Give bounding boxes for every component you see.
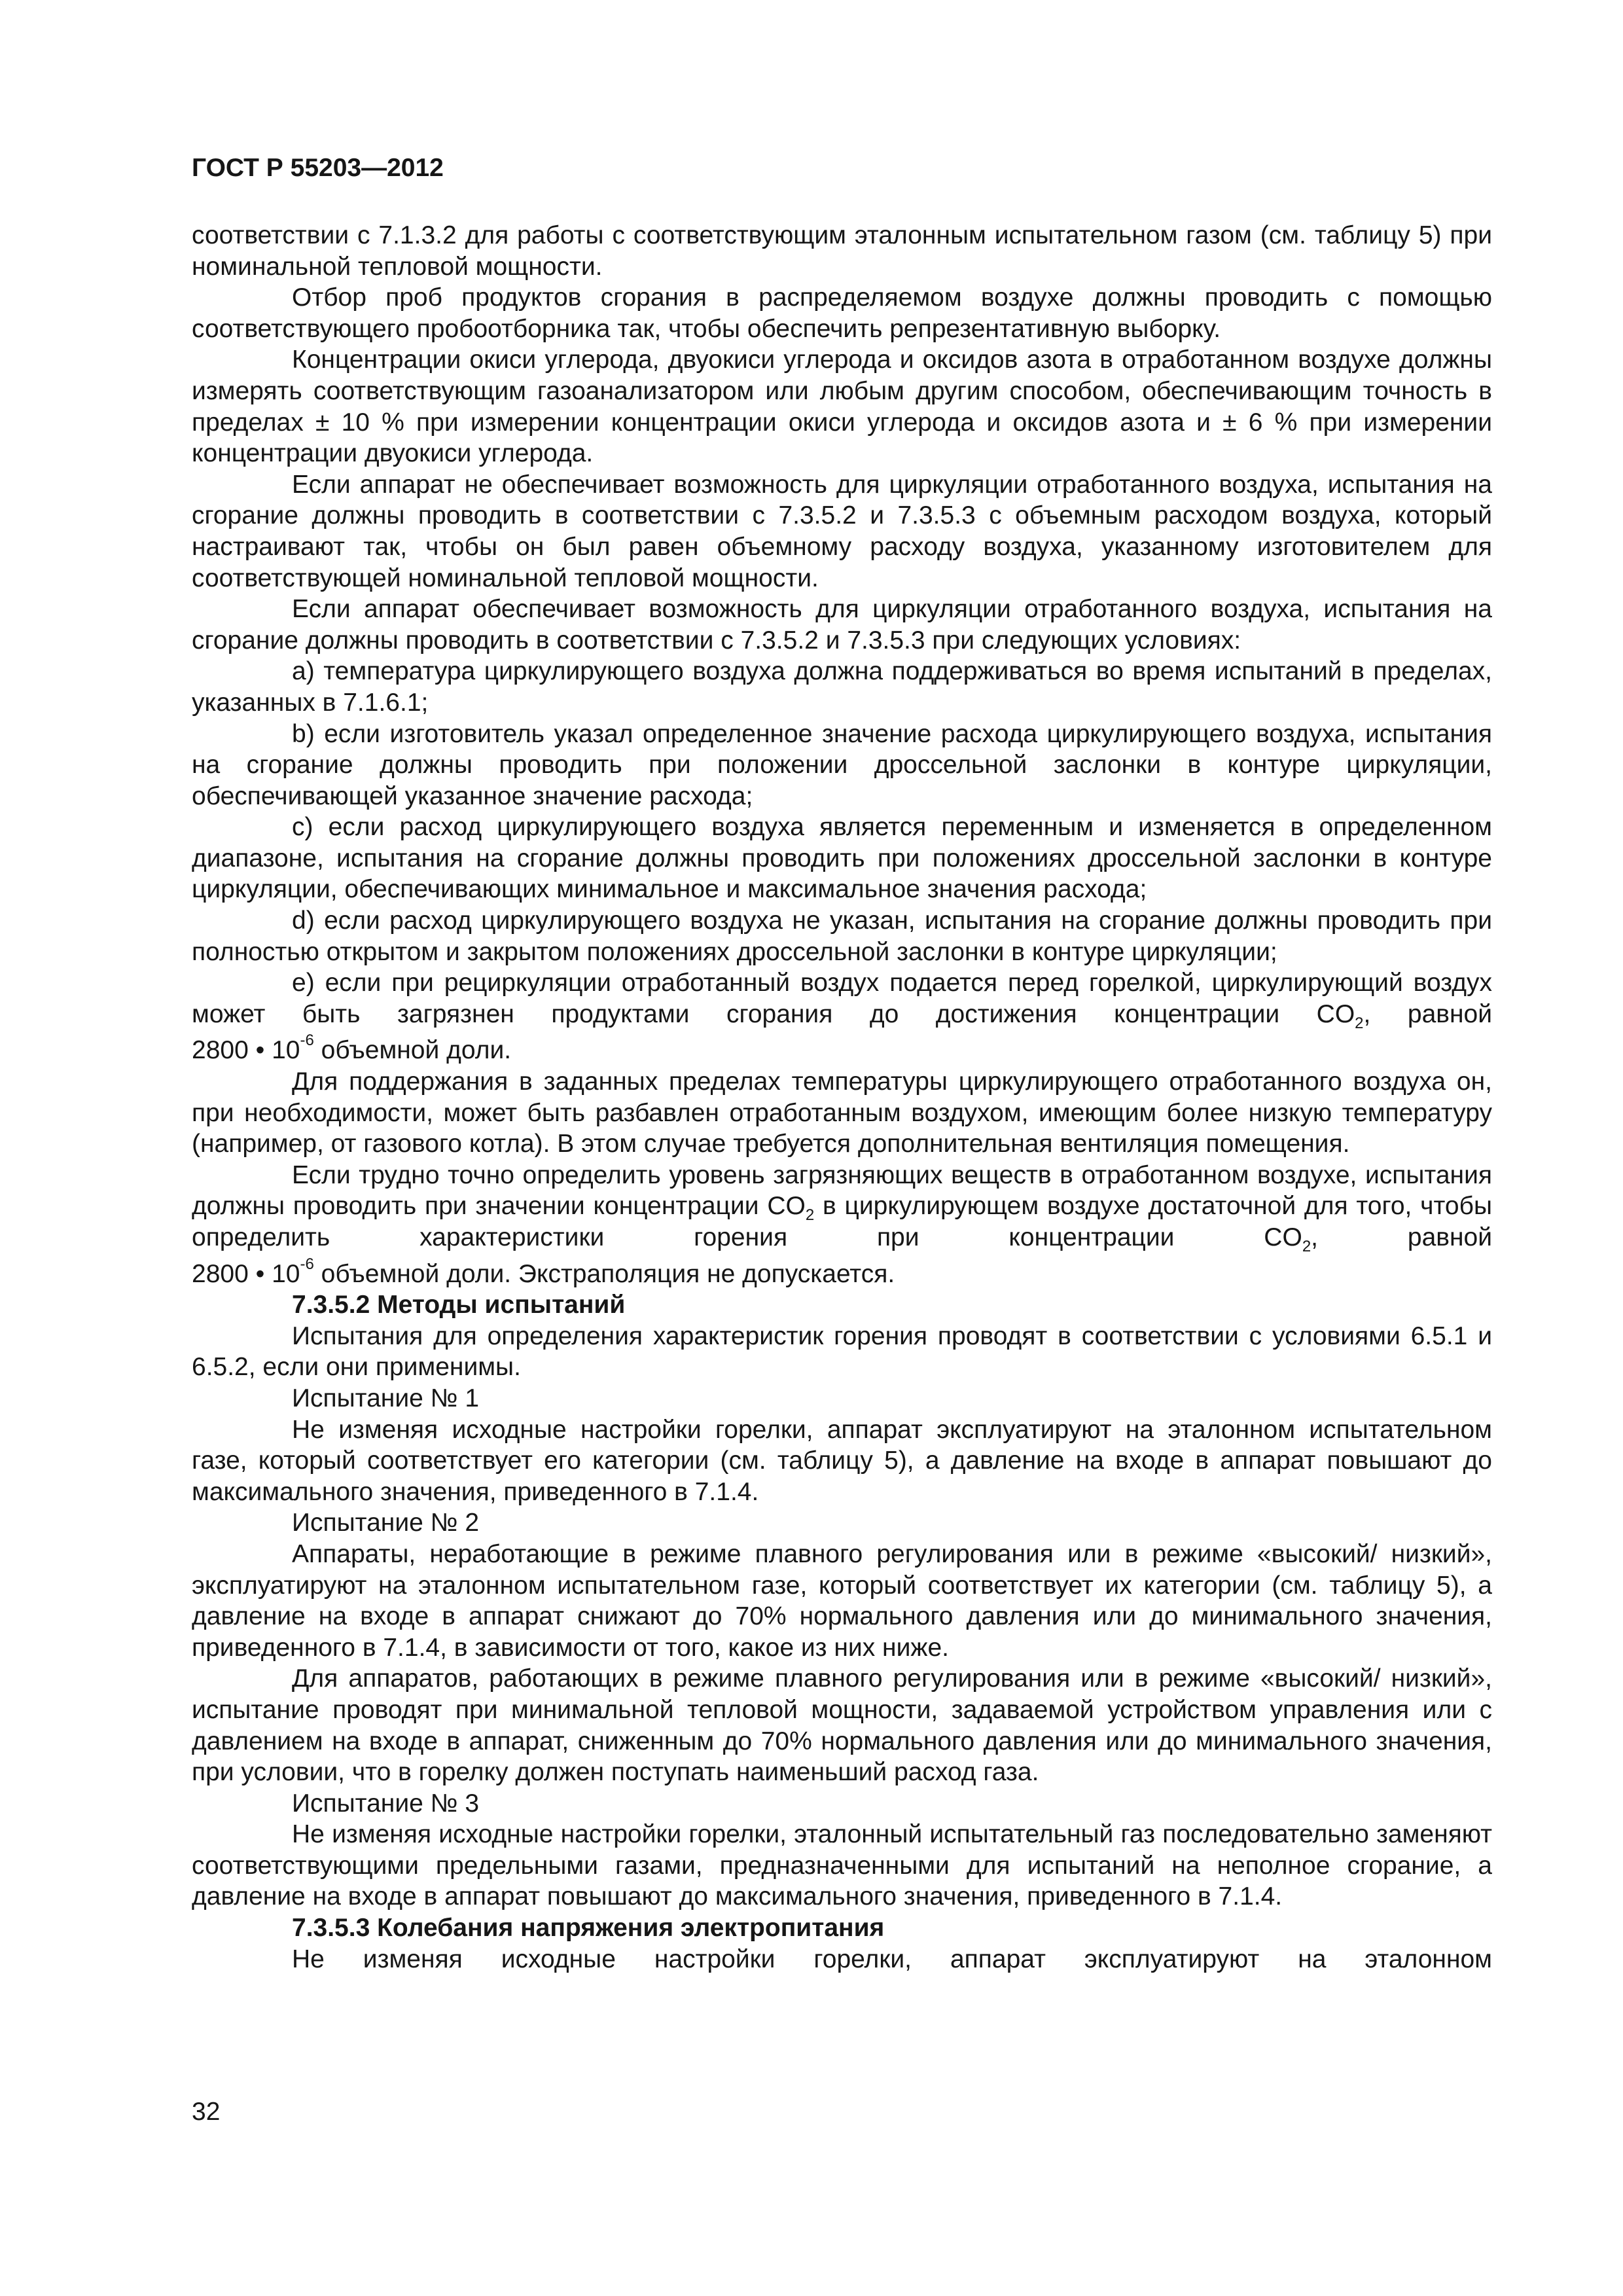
paragraph: Аппараты, неработающие в режиме плавного регулирования или в режиме «высокий/ низкий», эксплуатируют на эталонном испытательном газе, который соответствует их категории (см. таблицу 5), а давление на входе в аппарат снижают до 70% нормального давления или до минимального значения, приведенного в 7.1.4, в зависимости от того, какое из них ниже. bbox=[192, 1539, 1492, 1662]
test-heading: Испытание № 1 bbox=[292, 1384, 480, 1412]
document-header: ГОСТ Р 55203—2012 bbox=[192, 154, 444, 182]
subscript: 2 bbox=[1355, 1014, 1364, 1032]
text-run: объемной доли. bbox=[313, 1036, 512, 1065]
paragraph bbox=[192, 1160, 1492, 1253]
subscript: 2 bbox=[1302, 1237, 1311, 1255]
paragraph: Для аппаратов, работающих в режиме плавного регулирования или в режиме «высокий/ низкий», испытание проводят при минимальной тепловой мощности, задаваемой устройством управления или с давлением на входе в аппарат, сниженным до 70% нормального давления или до минимального значения, при условии, что в горелку должен поступать наименьший расход газа. bbox=[192, 1664, 1492, 1787]
text-run: 2800 • 10 bbox=[192, 1036, 300, 1065]
paragraph: Если аппарат не обеспечивает возможность для циркуляции отработанного воздуха, испытания на сгорание должны проводить в соответствии с 7.3.5.2 и 7.3.5.3 с объемным расходом воздуха, который настраивают так, чтобы он был равен объемному расходу воздуха, указанному изготовителем для соответствующей номинальной тепловой мощности. bbox=[192, 470, 1492, 592]
paragraph: Концентрации окиси углерода, двуокиси углерода и оксидов азота в отработанном воздухе должны измерять соответствующим газоанализатором или любым другим способом, обеспечивающим точность в пределах ± 10 % при измерении концентрации окиси углерода и оксидов азота и ± 6 % при измерении концентрации двуокиси углерода. bbox=[192, 346, 1492, 468]
section-heading: 7.3.5.2 Методы испытаний bbox=[292, 1291, 626, 1319]
paragraph: Не изменяя исходные настройки горелки, аппарат эксплуатируют на эталонном bbox=[292, 1945, 1492, 1973]
paragraph: Если аппарат обеспечивает возможность для циркуляции отработанного воздуха, испытания на сгорание должны проводить в соответствии с 7.3.5.2 и 7.3.5.3 при следующих условиях: bbox=[192, 595, 1492, 655]
text-run: в циркулирующем воздухе достаточной для того, чтобы определить характеристики горения при концентрации CO bbox=[192, 1192, 1492, 1251]
list-item bbox=[192, 967, 1492, 1030]
section-heading: 7.3.5.3 Колебания напряжения электропитания bbox=[292, 1914, 885, 1943]
list-item: а) температура циркулирующего воздуха должна поддерживаться во время испытаний в пределах, указанных в 7.1.6.1; bbox=[192, 657, 1492, 717]
test-heading: Испытание № 2 bbox=[292, 1509, 480, 1537]
paragraph-continuation bbox=[192, 1031, 1492, 1066]
superscript: -6 bbox=[300, 1031, 314, 1050]
document-body bbox=[192, 220, 1492, 1975]
subscript: 2 bbox=[805, 1206, 815, 1225]
paragraph: Не изменяя исходные настройки горелки, эталонный испытательный газ последовательно заменяют соответствующими предельными газами, предназначенными для испытаний на неполное сгорание, а давление на входе в аппарат повышают до максимального значения, приведенного в 7.1.4. bbox=[192, 1820, 1492, 1911]
list-item: c) если расход циркулирующего воздуха является переменным и изменяется в определенном диапазоне, испытания на сгорание должны проводить при положениях дроссельной заслонки в контуре циркуляции, обеспечивающих минимальное и максимальное значения расхода; bbox=[192, 813, 1492, 904]
paragraph: Отбор проб продуктов сгорания в распределяемом воздухе должны проводить с помощью соответствующего пробоотборника так, чтобы обеспечить репрезентативную выборку. bbox=[192, 283, 1492, 343]
paragraph: соответствии с 7.1.3.2 для работы с соответствующим эталонным испытательном газом (см. таблицу 5) при номинальной тепловой мощности. bbox=[192, 221, 1492, 281]
paragraph-continuation bbox=[192, 1255, 1492, 1290]
paragraph: Испытания для определения характеристик горения проводят в соответствии с условиями 6.5.1 и 6.5.2, если они применимы. bbox=[192, 1321, 1492, 1382]
text-run: Если трудно точно определить уровень загрязняющих веществ в отработанном воздухе, испытания должны проводить при значении концентрации CO bbox=[192, 1160, 1492, 1221]
paragraph: Не изменяя исходные настройки горелки, аппарат эксплуатируют на эталонном испытательном газе, который соответствует его категории (см. таблицу 5), а давление на входе в аппарат повышают до максимального значения, приведенного в 7.1.4. bbox=[192, 1415, 1492, 1506]
test-heading: Испытание № 3 bbox=[292, 1789, 480, 1818]
text-run: е) если при рециркуляции отработанный воздух подается перед горелкой, циркулирующий воздух может быть загрязнен продуктами сгорания до достижения концентрации CO bbox=[192, 969, 1492, 1028]
text-run: , равной bbox=[1363, 999, 1492, 1028]
text-run: , равной bbox=[1311, 1223, 1492, 1251]
superscript: -6 bbox=[300, 1255, 314, 1273]
text-run: 2800 • 10 bbox=[192, 1259, 300, 1288]
list-item: d) если расход циркулирующего воздуха не указан, испытания на сгорание должны проводить при полностью открытом и закрытом положениях дроссельной заслонки в контуре циркуляции; bbox=[192, 906, 1492, 966]
text-run: объемной доли. Экстраполяция не допускается. bbox=[313, 1259, 895, 1288]
paragraph: Для поддержания в заданных пределах температуры циркулирующего отработанного воздуха он, при необходимости, может быть разбавлен отработанным воздухом, имеющим более низкую температуру (например, от газового котла). В этом случае требуется дополнительная вентиляция помещения. bbox=[192, 1067, 1492, 1158]
page-number: 32 bbox=[192, 2098, 221, 2126]
list-item: b) если изготовитель указал определенное значение расхода циркулирующего воздуха, испытания на сгорание должны проводить при положении дроссельной заслонки в контуре циркуляции, обеспечивающей указанное значение расхода; bbox=[192, 719, 1492, 810]
